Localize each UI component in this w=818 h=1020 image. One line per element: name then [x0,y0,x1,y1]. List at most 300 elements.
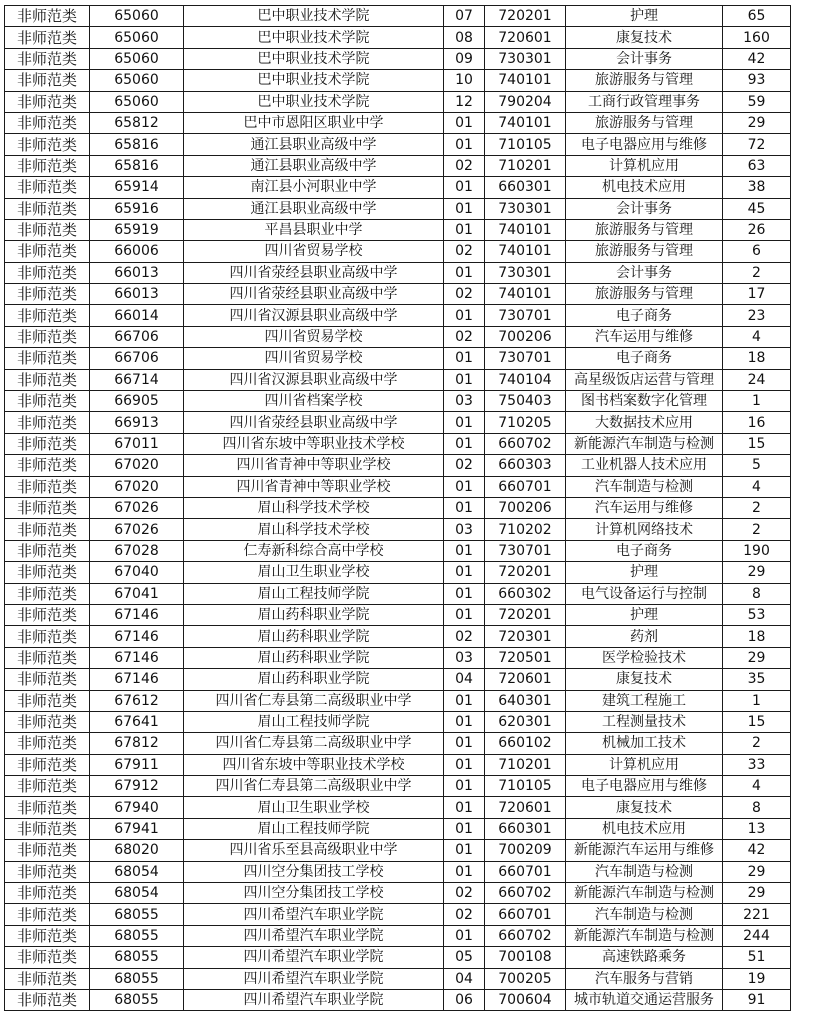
major-code-cell: 700206 [485,497,566,518]
quota-cell: 19 [723,968,791,989]
quota-cell: 91 [723,989,791,1010]
table-row [5,219,791,240]
major-name-cell: 康复技术 [566,27,723,48]
major-name-cell: 新能源汽车制造与检测 [566,883,723,904]
major-number-cell: 01 [444,476,485,497]
major-code-cell: 660702 [485,925,566,946]
major-name-cell: 城市轨道交通运营服务 [566,989,723,1010]
school-code-cell: 68055 [90,925,184,946]
major-code-cell: 660302 [485,583,566,604]
major-code-cell: 720201 [485,604,566,625]
school-code-cell: 66714 [90,369,184,390]
enrollment-table [4,5,791,1011]
quota-cell: 17 [723,284,791,305]
table-row [5,861,791,882]
category-cell: 非师范类 [5,476,90,497]
major-number-cell: 01 [444,369,485,390]
major-number-cell: 01 [444,198,485,219]
major-number-cell: 01 [444,262,485,283]
school-name-cell: 巴中职业技术学院 [184,91,444,112]
major-name-cell: 新能源汽车制造与检测 [566,925,723,946]
table-row [5,754,791,775]
major-number-cell: 01 [444,112,485,133]
category-cell: 非师范类 [5,177,90,198]
school-name-cell: 四川省荥经县职业高级中学 [184,262,444,283]
category-cell: 非师范类 [5,883,90,904]
school-name-cell: 四川空分集团技工学校 [184,861,444,882]
major-number-cell: 02 [444,241,485,262]
major-name-cell: 计算机网络技术 [566,519,723,540]
school-code-cell: 66014 [90,305,184,326]
school-code-cell: 66013 [90,284,184,305]
quota-cell: 4 [723,776,791,797]
major-number-cell: 01 [444,219,485,240]
school-code-cell: 68055 [90,904,184,925]
major-name-cell: 计算机应用 [566,155,723,176]
major-number-cell: 01 [444,177,485,198]
table-row [5,326,791,347]
quota-cell: 6 [723,241,791,262]
school-code-cell: 68055 [90,989,184,1010]
school-code-cell: 68055 [90,947,184,968]
major-name-cell: 旅游服务与管理 [566,284,723,305]
quota-cell: 33 [723,754,791,775]
major-code-cell: 720601 [485,27,566,48]
major-code-cell: 740101 [485,284,566,305]
major-name-cell: 汽车运用与维修 [566,326,723,347]
school-name-cell: 四川省乐至县高级职业中学 [184,840,444,861]
major-number-cell: 03 [444,519,485,540]
table-row [5,177,791,198]
school-code-cell: 67026 [90,497,184,518]
quota-cell: 72 [723,134,791,155]
category-cell: 非师范类 [5,519,90,540]
category-cell: 非师范类 [5,989,90,1010]
major-code-cell: 720201 [485,6,566,27]
school-name-cell: 眉山卫生职业学校 [184,562,444,583]
school-code-cell: 65816 [90,155,184,176]
school-code-cell: 65816 [90,134,184,155]
school-code-cell: 65916 [90,198,184,219]
quota-cell: 51 [723,947,791,968]
major-code-cell: 660701 [485,904,566,925]
major-number-cell: 01 [444,840,485,861]
category-cell: 非师范类 [5,369,90,390]
school-name-cell: 四川省汉源县职业高级中学 [184,369,444,390]
category-cell: 非师范类 [5,391,90,412]
major-number-cell: 02 [444,455,485,476]
school-name-cell: 四川省东坡中等职业技术学校 [184,754,444,775]
table-row [5,604,791,625]
major-code-cell: 660702 [485,433,566,454]
major-number-cell: 01 [444,776,485,797]
table-row [5,369,791,390]
school-name-cell: 巴中职业技术学院 [184,48,444,69]
school-code-cell: 65919 [90,219,184,240]
category-cell: 非师范类 [5,219,90,240]
major-name-cell: 电子电器应用与维修 [566,134,723,155]
major-name-cell: 旅游服务与管理 [566,70,723,91]
school-code-cell: 67912 [90,776,184,797]
major-name-cell: 建筑工程施工 [566,690,723,711]
school-name-cell: 眉山药科职业学院 [184,669,444,690]
category-cell: 非师范类 [5,48,90,69]
school-name-cell: 四川希望汽车职业学院 [184,925,444,946]
table-body [5,6,791,1011]
quota-cell: 29 [723,562,791,583]
quota-cell: 8 [723,797,791,818]
category-cell: 非师范类 [5,305,90,326]
major-code-cell: 740101 [485,219,566,240]
major-number-cell: 04 [444,968,485,989]
major-name-cell: 护理 [566,604,723,625]
quota-cell: 190 [723,540,791,561]
school-name-cell: 南江县小河职业中学 [184,177,444,198]
quota-cell: 35 [723,669,791,690]
quota-cell: 18 [723,626,791,647]
school-code-cell: 67940 [90,797,184,818]
school-name-cell: 巴中职业技术学院 [184,27,444,48]
quota-cell: 29 [723,647,791,668]
school-name-cell: 眉山工程技师学院 [184,583,444,604]
quota-cell: 1 [723,690,791,711]
category-cell: 非师范类 [5,433,90,454]
school-name-cell: 眉山药科职业学院 [184,626,444,647]
table-row [5,883,791,904]
school-name-cell: 仁寿新科综合高中学校 [184,540,444,561]
major-number-cell: 01 [444,797,485,818]
school-code-cell: 67026 [90,519,184,540]
school-name-cell: 四川省仁寿县第二高级职业中学 [184,776,444,797]
school-name-cell: 四川希望汽车职业学院 [184,947,444,968]
major-name-cell: 电气设备运行与控制 [566,583,723,604]
table-row [5,262,791,283]
major-number-cell: 01 [444,690,485,711]
category-cell: 非师范类 [5,241,90,262]
major-name-cell: 机械加工技术 [566,733,723,754]
school-code-cell: 66913 [90,412,184,433]
major-number-cell: 05 [444,947,485,968]
major-code-cell: 620301 [485,711,566,732]
major-number-cell: 01 [444,711,485,732]
quota-cell: 29 [723,883,791,904]
major-number-cell: 01 [444,818,485,839]
school-name-cell: 四川省贸易学校 [184,348,444,369]
major-number-cell: 12 [444,91,485,112]
major-name-cell: 旅游服务与管理 [566,112,723,133]
enrollment-table-sheet [4,5,791,1011]
school-code-cell: 67028 [90,540,184,561]
category-cell: 非师范类 [5,198,90,219]
category-cell: 非师范类 [5,70,90,91]
category-cell: 非师范类 [5,904,90,925]
school-code-cell: 66013 [90,262,184,283]
school-code-cell: 67146 [90,669,184,690]
major-code-cell: 720201 [485,562,566,583]
quota-cell: 26 [723,219,791,240]
quota-cell: 221 [723,904,791,925]
major-number-cell: 01 [444,925,485,946]
quota-cell: 1 [723,391,791,412]
major-name-cell: 医学检验技术 [566,647,723,668]
major-number-cell: 01 [444,540,485,561]
table-row [5,647,791,668]
table-row [5,305,791,326]
category-cell: 非师范类 [5,947,90,968]
major-name-cell: 电子商务 [566,305,723,326]
category-cell: 非师范类 [5,91,90,112]
major-code-cell: 710201 [485,754,566,775]
major-name-cell: 新能源汽车制造与检测 [566,433,723,454]
school-name-cell: 四川希望汽车职业学院 [184,968,444,989]
school-name-cell: 四川省青神中等职业学校 [184,455,444,476]
major-code-cell: 660701 [485,476,566,497]
school-name-cell: 平昌县职业中学 [184,219,444,240]
major-code-cell: 720301 [485,626,566,647]
school-name-cell: 四川希望汽车职业学院 [184,904,444,925]
major-name-cell: 会计事务 [566,198,723,219]
school-code-cell: 67146 [90,604,184,625]
school-code-cell: 67020 [90,476,184,497]
major-code-cell: 710105 [485,776,566,797]
major-code-cell: 710202 [485,519,566,540]
table-row [5,669,791,690]
quota-cell: 23 [723,305,791,326]
major-number-cell: 01 [444,861,485,882]
major-code-cell: 710105 [485,134,566,155]
table-row [5,391,791,412]
table-row [5,455,791,476]
major-code-cell: 750403 [485,391,566,412]
major-number-cell: 02 [444,155,485,176]
major-name-cell: 高星级饭店运营与管理 [566,369,723,390]
major-name-cell: 护理 [566,6,723,27]
major-number-cell: 02 [444,284,485,305]
major-name-cell: 电子商务 [566,348,723,369]
table-row [5,198,791,219]
major-code-cell: 730701 [485,348,566,369]
major-code-cell: 700206 [485,326,566,347]
major-code-cell: 660102 [485,733,566,754]
major-code-cell: 660303 [485,455,566,476]
category-cell: 非师范类 [5,818,90,839]
quota-cell: 4 [723,476,791,497]
school-name-cell: 巴中职业技术学院 [184,70,444,91]
major-name-cell: 旅游服务与管理 [566,219,723,240]
category-cell: 非师范类 [5,562,90,583]
category-cell: 非师范类 [5,540,90,561]
major-number-cell: 02 [444,326,485,347]
major-name-cell: 会计事务 [566,262,723,283]
category-cell: 非师范类 [5,155,90,176]
school-code-cell: 67612 [90,690,184,711]
major-name-cell: 工业机器人技术应用 [566,455,723,476]
school-name-cell: 四川省东坡中等职业技术学校 [184,433,444,454]
school-name-cell: 眉山科学技术学校 [184,519,444,540]
major-code-cell: 730301 [485,262,566,283]
quota-cell: 42 [723,840,791,861]
quota-cell: 244 [723,925,791,946]
category-cell: 非师范类 [5,797,90,818]
school-name-cell: 四川省贸易学校 [184,326,444,347]
category-cell: 非师范类 [5,626,90,647]
major-name-cell: 机电技术应用 [566,818,723,839]
school-name-cell: 眉山药科职业学院 [184,604,444,625]
table-row [5,904,791,925]
school-code-cell: 67040 [90,562,184,583]
major-number-cell: 01 [444,604,485,625]
table-row [5,155,791,176]
quota-cell: 38 [723,177,791,198]
quota-cell: 2 [723,262,791,283]
category-cell: 非师范类 [5,861,90,882]
major-code-cell: 790204 [485,91,566,112]
table-row [5,6,791,27]
quota-cell: 65 [723,6,791,27]
category-cell: 非师范类 [5,284,90,305]
major-number-cell: 02 [444,626,485,647]
table-row [5,134,791,155]
table-row [5,112,791,133]
category-cell: 非师范类 [5,604,90,625]
quota-cell: 24 [723,369,791,390]
school-code-cell: 67011 [90,433,184,454]
major-name-cell: 大数据技术应用 [566,412,723,433]
major-code-cell: 700205 [485,968,566,989]
major-code-cell: 730701 [485,540,566,561]
table-row [5,968,791,989]
category-cell: 非师范类 [5,412,90,433]
major-code-cell: 710205 [485,412,566,433]
quota-cell: 2 [723,733,791,754]
category-cell: 非师范类 [5,112,90,133]
school-name-cell: 眉山卫生职业学校 [184,797,444,818]
quota-cell: 45 [723,198,791,219]
school-name-cell: 四川省仁寿县第二高级职业中学 [184,733,444,754]
major-number-cell: 09 [444,48,485,69]
school-code-cell: 66706 [90,348,184,369]
school-code-cell: 65812 [90,112,184,133]
school-code-cell: 67812 [90,733,184,754]
school-name-cell: 四川省荥经县职业高级中学 [184,284,444,305]
category-cell: 非师范类 [5,583,90,604]
table-row [5,989,791,1010]
school-code-cell: 68054 [90,861,184,882]
major-name-cell: 工商行政管理事务 [566,91,723,112]
quota-cell: 29 [723,112,791,133]
major-number-cell: 01 [444,412,485,433]
quota-cell: 16 [723,412,791,433]
major-name-cell: 电子电器应用与维修 [566,776,723,797]
quota-cell: 63 [723,155,791,176]
school-name-cell: 四川省贸易学校 [184,241,444,262]
category-cell: 非师范类 [5,262,90,283]
quota-cell: 4 [723,326,791,347]
school-name-cell: 眉山工程技师学院 [184,818,444,839]
major-number-cell: 02 [444,904,485,925]
major-number-cell: 03 [444,391,485,412]
quota-cell: 5 [723,455,791,476]
table-row [5,818,791,839]
table-row [5,91,791,112]
major-code-cell: 720601 [485,669,566,690]
major-name-cell: 汽车制造与检测 [566,861,723,882]
table-row [5,711,791,732]
major-name-cell: 护理 [566,562,723,583]
table-row [5,583,791,604]
school-name-cell: 四川希望汽车职业学院 [184,989,444,1010]
school-name-cell: 巴中市恩阳区职业中学 [184,112,444,133]
category-cell: 非师范类 [5,348,90,369]
table-row [5,476,791,497]
table-row [5,925,791,946]
quota-cell: 2 [723,519,791,540]
school-code-cell: 65060 [90,6,184,27]
major-name-cell: 旅游服务与管理 [566,241,723,262]
major-name-cell: 汽车服务与营销 [566,968,723,989]
school-name-cell: 四川省档案学校 [184,391,444,412]
category-cell: 非师范类 [5,733,90,754]
category-cell: 非师范类 [5,690,90,711]
category-cell: 非师范类 [5,754,90,775]
category-cell: 非师范类 [5,6,90,27]
table-row [5,626,791,647]
table-row [5,412,791,433]
category-cell: 非师范类 [5,27,90,48]
table-row [5,776,791,797]
major-name-cell: 工程测量技术 [566,711,723,732]
major-name-cell: 电子商务 [566,540,723,561]
school-name-cell: 通江县职业高级中学 [184,155,444,176]
school-name-cell: 四川空分集团技工学校 [184,883,444,904]
major-number-cell: 01 [444,348,485,369]
major-name-cell: 汽车制造与检测 [566,476,723,497]
major-name-cell: 康复技术 [566,797,723,818]
table-row [5,433,791,454]
major-name-cell: 汽车制造与检测 [566,904,723,925]
category-cell: 非师范类 [5,647,90,668]
table-row [5,284,791,305]
major-name-cell: 会计事务 [566,48,723,69]
quota-cell: 13 [723,818,791,839]
table-row [5,797,791,818]
major-name-cell: 机电技术应用 [566,177,723,198]
school-name-cell: 眉山科学技术学校 [184,497,444,518]
major-name-cell: 新能源汽车运用与维修 [566,840,723,861]
major-name-cell: 图书档案数字化管理 [566,391,723,412]
major-number-cell: 01 [444,583,485,604]
major-code-cell: 740101 [485,241,566,262]
school-code-cell: 67146 [90,626,184,647]
school-code-cell: 66905 [90,391,184,412]
school-name-cell: 巴中职业技术学院 [184,6,444,27]
category-cell: 非师范类 [5,134,90,155]
school-name-cell: 通江县职业高级中学 [184,134,444,155]
major-name-cell: 汽车运用与维修 [566,497,723,518]
school-code-cell: 66006 [90,241,184,262]
school-code-cell: 67146 [90,647,184,668]
category-cell: 非师范类 [5,455,90,476]
major-number-cell: 01 [444,134,485,155]
major-code-cell: 730301 [485,48,566,69]
major-number-cell: 01 [444,754,485,775]
school-code-cell: 68020 [90,840,184,861]
quota-cell: 8 [723,583,791,604]
major-number-cell: 08 [444,27,485,48]
school-name-cell: 四川省青神中等职业学校 [184,476,444,497]
school-code-cell: 65060 [90,48,184,69]
major-code-cell: 660301 [485,177,566,198]
